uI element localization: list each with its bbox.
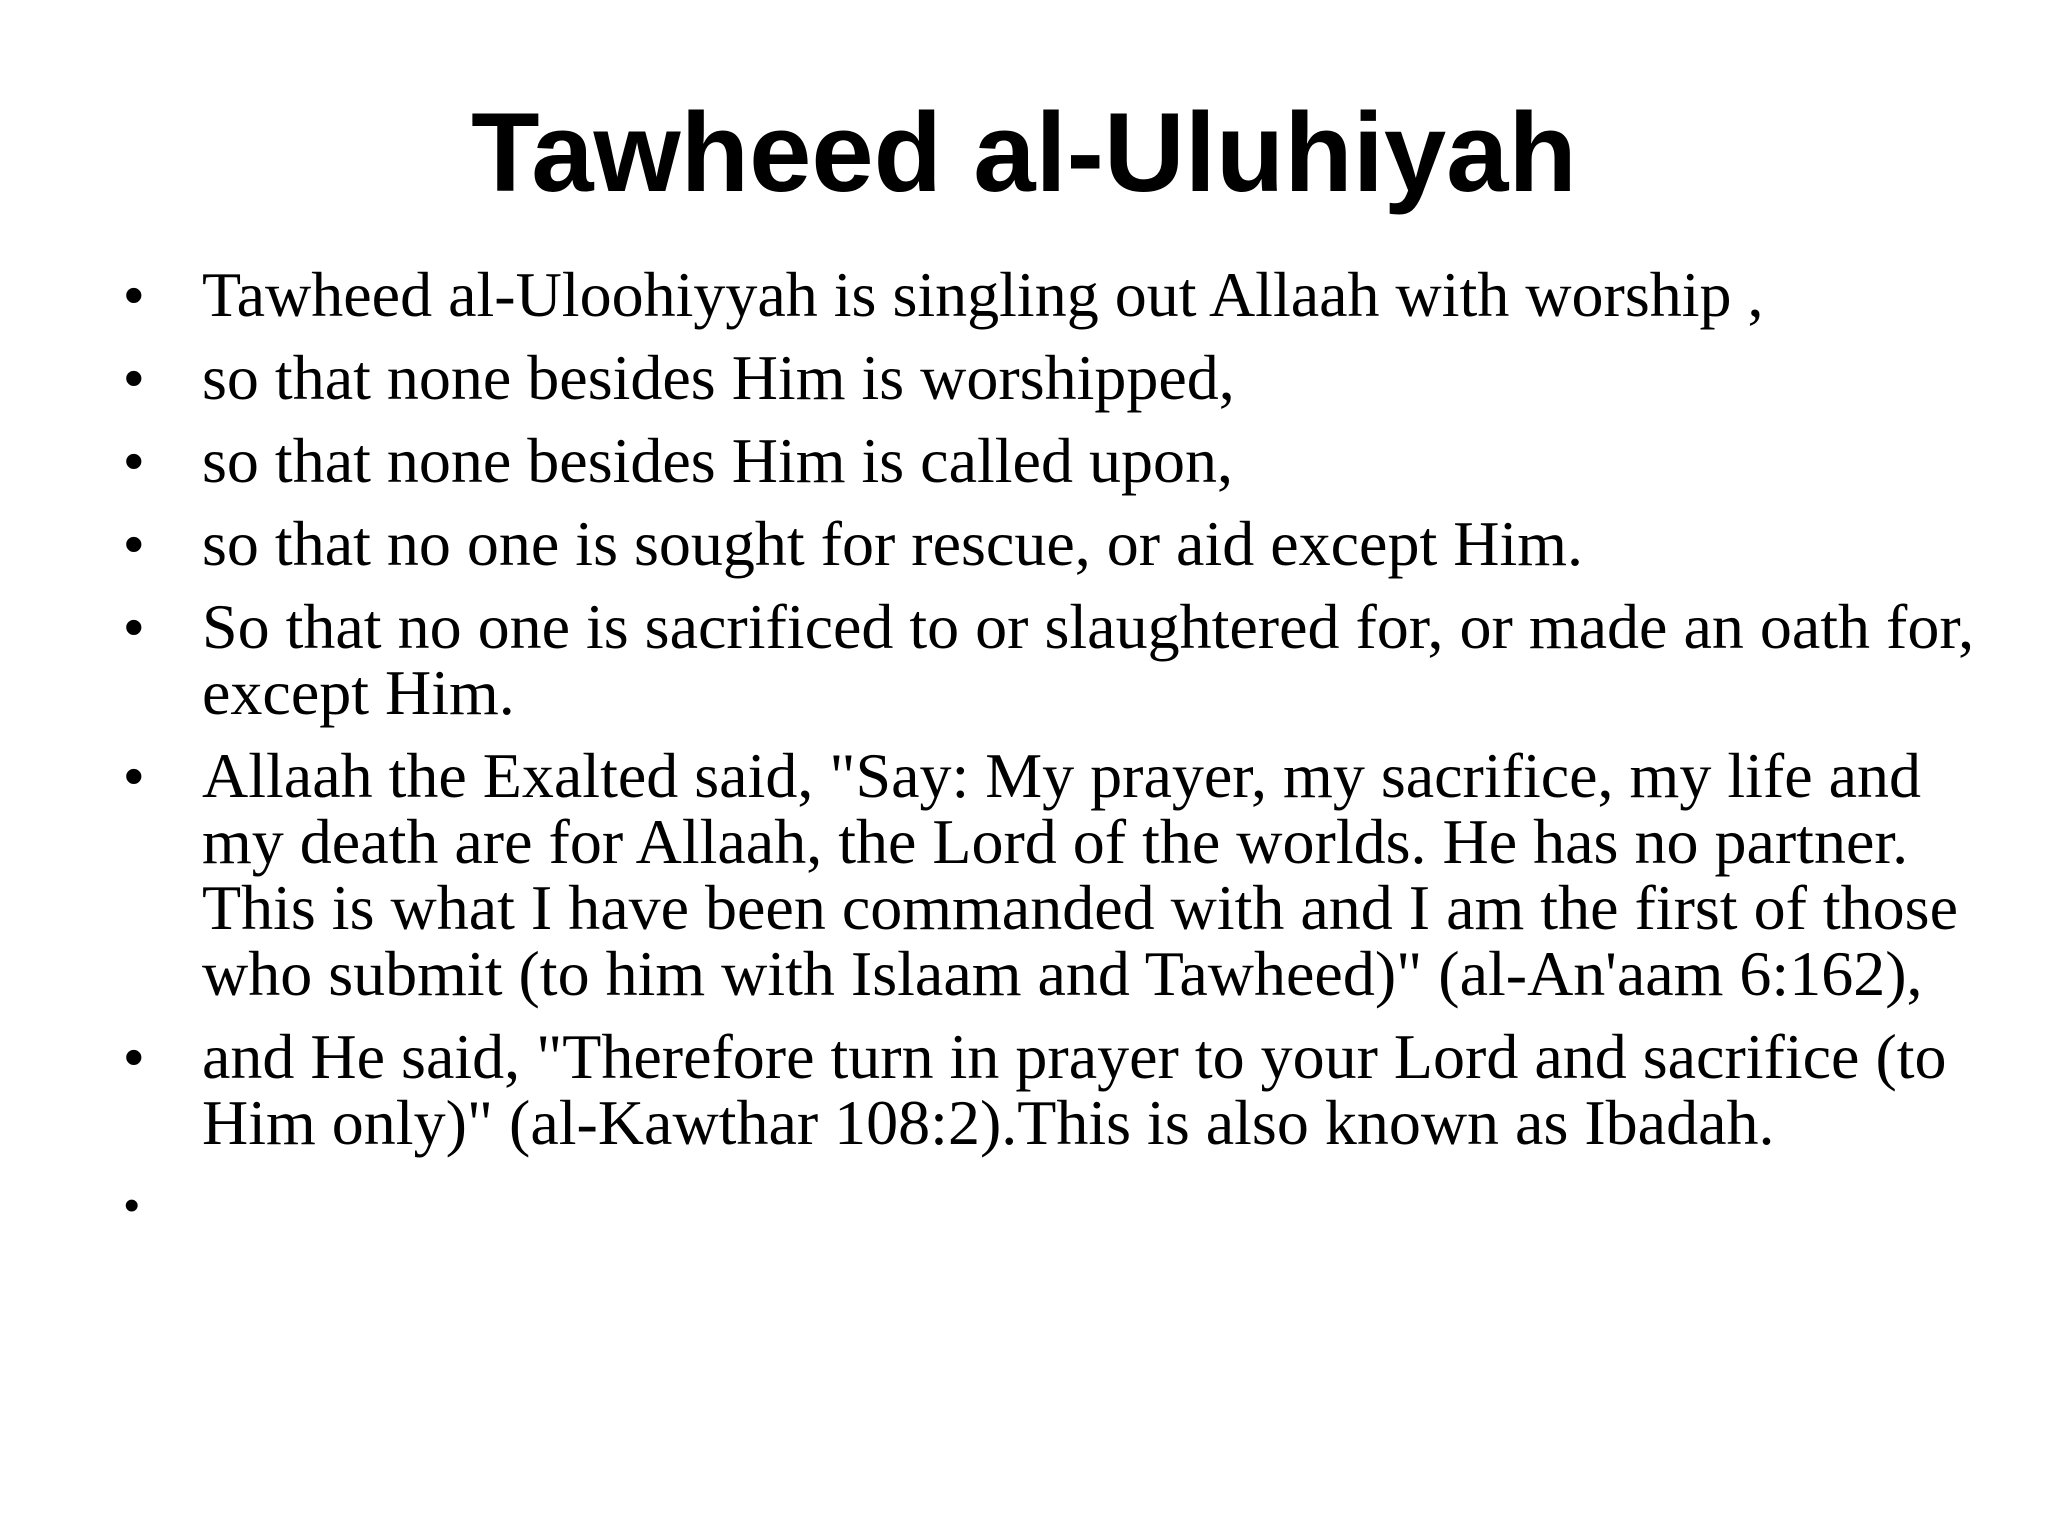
bullet-icon: • bbox=[124, 1025, 144, 1088]
slide-title: Tawheed al-Uluhiyah bbox=[471, 90, 1577, 215]
bullet-icon: • bbox=[124, 429, 144, 492]
bullet-icon: • bbox=[124, 744, 144, 807]
bullet-text: so that none besides Him is called upon, bbox=[202, 425, 1233, 496]
bullet-icon: • bbox=[124, 595, 144, 658]
bullet-icon: • bbox=[124, 1181, 140, 1230]
bullet-item bbox=[0, 425, 2048, 496]
bullet-text: Tawheed al-Uloohiyyah is singling out Allaah with worship , bbox=[202, 259, 1764, 330]
bullet-item bbox=[0, 342, 2048, 413]
bullet-list bbox=[0, 259, 2048, 1256]
bullet-text: so that none besides Him is worshipped, bbox=[202, 342, 1235, 413]
bullet-item bbox=[0, 259, 2048, 330]
bullet-text: Allaah the Exalted said, "Say: My prayer, my sacrifice, my life and my death are for Allaah, the Lord of the worlds. He has no partner. This is what I have been commanded with and I am the first of those who submit (to him with Islaam and Tawheed)" (al-An'aam 6:162), bbox=[202, 740, 1958, 1009]
bullet-item bbox=[0, 591, 2048, 728]
bullet-text: so that no one is sought for rescue, or aid except Him. bbox=[202, 508, 1583, 579]
bullet-icon: • bbox=[124, 263, 144, 326]
bullet-icon: • bbox=[124, 346, 144, 409]
bullet-text: and He said, "Therefore turn in prayer to your Lord and sacrifice (to Him only)" (al-Kawthar 108:2).This is also known as Ibadah. bbox=[202, 1021, 1947, 1158]
bullet-item bbox=[0, 740, 2048, 1009]
bullet-icon: • bbox=[124, 512, 144, 575]
bullet-text: So that no one is sacrificed to or slaughtered for, or made an oath for, except Him. bbox=[202, 591, 1975, 728]
bullet-item bbox=[0, 508, 2048, 579]
bullet-item bbox=[0, 1021, 2048, 1158]
bullet-item-empty bbox=[0, 1173, 2048, 1239]
